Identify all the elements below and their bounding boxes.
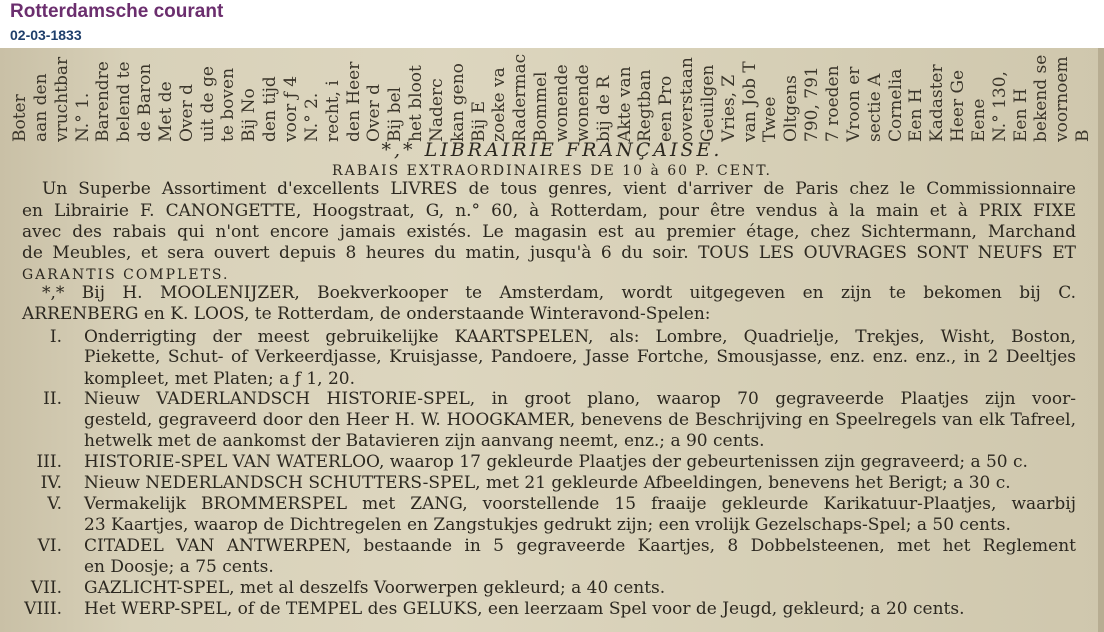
margin-fragment: 7 roeden	[823, 65, 843, 142]
margin-fragment: wonende	[572, 64, 593, 142]
margin-fragment: wonende	[552, 64, 572, 142]
list-item-number	[0, 599, 62, 619]
margin-fragment: bekend se	[1031, 54, 1052, 142]
item-number: VII.	[30, 578, 62, 598]
margin-fragment: Bij bel	[385, 87, 406, 142]
newspaper-title[interactable]: Rotterdamsche courant	[10, 1, 224, 22]
margin-fragment: Bommel	[531, 71, 552, 142]
margin-fragment: Over d	[364, 83, 385, 142]
ad1-line: de Meubles, et sera ouvert depuis 8 heures du matin, jusqu'à 6 du soir. TOUS LES OUVRAGES SONT NEUFS ET	[22, 243, 1076, 263]
list-item-number	[0, 327, 62, 347]
ad1-line: GARANTIS COMPLETS.	[22, 267, 230, 283]
ad2-intro-line: *,* Bij H. MOOLENIJZER, Boekverkooper te Amsterdam, wordt uitgegeven en zijn te bekomen bij C.	[42, 283, 1076, 303]
margin-fragment: Twee	[760, 96, 781, 142]
list-item-line: Nieuw VADERLANDSCH HISTORIE-SPEL, in groot plano, waarop 70 gegraveerde Plaatjes zijn voor-	[84, 389, 1076, 409]
item-number: V.	[47, 494, 62, 514]
ad2-intro-line: ARRENBERG en K. LOOS, te Rotterdam, de onderstaande Winteravond-Spelen:	[22, 304, 711, 324]
scan-edge	[1098, 48, 1104, 632]
margin-fragment: sectie A	[864, 73, 885, 142]
margin-fragment: vruchtbar	[51, 56, 72, 142]
list-item-number	[0, 473, 62, 493]
margin-fragment: Met de	[155, 81, 176, 142]
margin-fragment: Bij No	[239, 88, 260, 142]
margin-fragment: Akte van	[614, 66, 635, 142]
margin-fragment: uit de ge	[197, 66, 218, 142]
margin-fragment: de Baron	[135, 63, 156, 142]
ad1-line: en Librairie F. CANONGETTE, Hoogstraat, G, n.° 60, à Rotterdam, pour être vendus à la main et à PRIX FIXE	[22, 201, 1076, 221]
margin-fragment: Cornelia	[885, 68, 906, 142]
margin-fragment: het bloot	[406, 65, 427, 142]
margin-fragment: Bij E	[468, 100, 489, 142]
newspaper-scan	[0, 48, 1104, 632]
list-item-line: Het WERP-SPEL, of de TEMPEL des GELUKS, een leerzaam Spel voor de Jeugd, gekleurd; a 20 cents.	[84, 599, 965, 619]
margin-fragment: Een H	[1010, 88, 1031, 142]
list-item-number	[0, 494, 62, 514]
issue-date: 02-03-1833	[10, 27, 82, 43]
margin-fragment: bij de R	[593, 75, 614, 142]
margin-fragment: N.° 2.	[301, 92, 322, 142]
margin-fragment: den tijd	[260, 76, 281, 142]
margin-fragment: Over d	[176, 83, 197, 142]
margin-fragment: belend te	[114, 61, 135, 142]
list-item-line: 23 Kaartjes, waarop de Dichtregelen en Zangstukjes gedrukt zijn; een vrolijk Gezelschaps-Spel; a 50 cents.	[84, 515, 1011, 535]
list-item-line: kompleet, met Platen; a ƒ 1, 20.	[84, 369, 356, 389]
margin-fragment: van Job T	[739, 61, 760, 142]
list-item-number	[0, 536, 62, 556]
margin-fragment: aan den	[30, 73, 51, 142]
margin-fragment: een Pro	[656, 75, 677, 142]
item-number: II.	[43, 389, 62, 409]
item-number: VI.	[37, 536, 62, 556]
item-number: VIII.	[24, 599, 62, 619]
list-item-line: Vermakelijk BROMMERSPEL met ZANG, voorstellende 15 fraaije gekleurde Karikatuur-Plaatjes, waarbij	[84, 494, 1076, 514]
list-item-line: hetwelk met de aankomst der Batavieren zijn aanvang neemt, enz.; a 90 cents.	[84, 431, 765, 451]
margin-fragment: Radermac	[510, 53, 531, 142]
margin-fragment: Een H	[906, 88, 927, 142]
margin-fragment: recht, i	[322, 80, 343, 142]
list-item-line: GAZLICHT-SPEL, met al deszelfs Voorwerpen gekleurd; a 40 cents.	[84, 578, 666, 598]
margin-fragment: Kadaster	[927, 64, 948, 142]
margin-fragment: te boven	[218, 67, 239, 142]
margin-fragment: N.° 1.	[72, 92, 93, 142]
item-number: III.	[36, 452, 62, 472]
margin-fragment: Oltgens	[781, 75, 802, 142]
page-header	[0, 0, 1104, 48]
margin-fragment: Vroon er	[843, 66, 864, 142]
margin-fragment: overstaan	[677, 57, 698, 142]
item-number: IV.	[40, 473, 62, 493]
ad1-heading: *,* LIBRAIRIE FRANÇAISE.	[381, 139, 723, 161]
margin-fragment: voornoem	[1052, 56, 1073, 142]
margin-fragment: Barendre	[93, 61, 114, 142]
list-item-number	[0, 578, 62, 598]
list-item-number	[0, 389, 62, 409]
margin-fragment: Boter	[10, 94, 30, 142]
list-item-line: HISTORIE-SPEL VAN WATERLOO, waarop 17 gekleurde Plaatjes der gebeurtenissen zijn gegraveerd; a 50 c.	[84, 452, 1028, 472]
margin-fragment: Heer Ge	[948, 69, 969, 142]
list-item-line: CITADEL VAN ANTWERPEN, bestaande in 5 gegraveerde Kaartjes, 8 Dobbelsteenen, met het Reglement	[84, 536, 1076, 556]
item-number: I.	[49, 327, 62, 347]
margin-fragment: kan geno	[447, 63, 468, 142]
margin-fragment: den Heer	[343, 61, 364, 142]
list-item-line: gesteld, gegraveerd door den Heer H. W. HOOGKAMER, benevens de Beschrijving en Speelregels van elk Tafreel,	[84, 410, 1076, 430]
margin-fragment: zoeke va	[489, 67, 510, 142]
margin-fragment: Eene	[968, 98, 989, 142]
margin-fragment: B	[1073, 129, 1094, 142]
list-item-number	[0, 452, 62, 472]
margin-fragment: Naderc	[426, 78, 447, 142]
margin-fragment: Geuilgen	[697, 64, 718, 142]
ad1-line: avec des rabais qui n'ont encore jamais existés. Le magasin est au premier étage, chez Sichtermann, Marchand	[22, 222, 1076, 242]
margin-fragment: Regtban	[635, 69, 656, 142]
margin-fragment: 790, 791	[802, 66, 823, 142]
list-item-line: en Doosje; a 75 cents.	[84, 557, 274, 577]
list-item-line: Onderrigting der meest gebruikelijke KAARTSPELEN, als: Lombre, Quadrielje, Trekjes, Wisht, Boston,	[84, 327, 1076, 347]
ad1-line: Un Superbe Assortiment d'excellents LIVRES de tous genres, vient d'arriver de Paris chez le Commissionnaire	[42, 179, 1076, 199]
margin-fragment: N.° 130,	[989, 71, 1010, 142]
margin-fragment: voor ƒ 4	[281, 75, 301, 142]
ad1-subheading: RABAIS EXTRAORDINAIRES DE 10 à 60 P. CENT.	[332, 163, 772, 179]
list-item-line: Nieuw NEDERLANDSCH SCHUTTERS-SPEL, met 21 gekleurde Afbeeldingen, benevens het Berigt; a 30 c.	[84, 473, 1011, 493]
margin-fragment: Vries, Z	[718, 74, 739, 142]
list-item-line: Piekette, Schut- of Verkeerdjasse, Kruisjasse, Pandoere, Jasse Fortche, Smousjasse, enz. enz. enz., in 2 Deeltjes	[84, 347, 1076, 367]
